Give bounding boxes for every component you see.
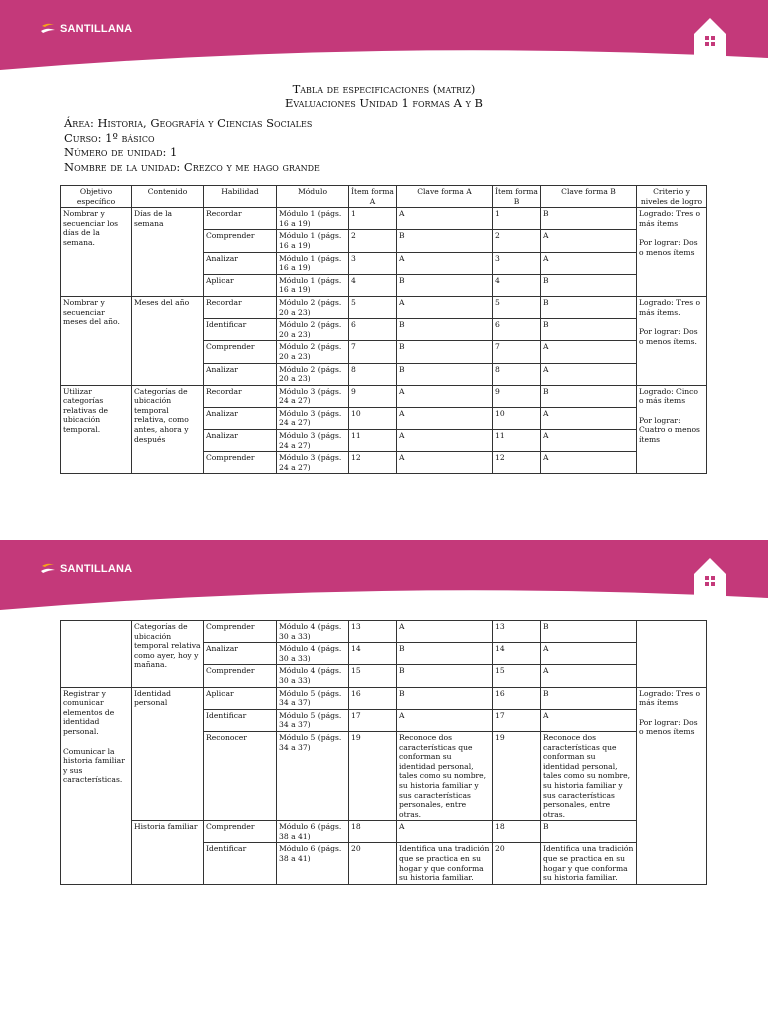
clave-a-cell: B	[397, 687, 493, 709]
document-page-2	[0, 540, 768, 1024]
item-b-cell: 13	[493, 621, 541, 643]
clave-b-cell: A	[541, 452, 637, 474]
curso-value: 1º básico	[101, 130, 155, 145]
item-a-cell: 19	[349, 731, 397, 820]
item-b-cell: 19	[493, 731, 541, 820]
modulo-cell: Módulo 1 (págs. 16 a 19)	[277, 252, 349, 274]
clave-a-cell: Reconoce dos características que conforman su identidad personal, tales como su nombre, su historia familiar y sus características personales, entre otras.	[397, 731, 493, 820]
numero-label: Número de unidad:	[64, 145, 167, 159]
modulo-cell: Módulo 3 (págs. 24 a 27)	[277, 452, 349, 474]
page-gap	[0, 515, 768, 540]
item-a-cell: 17	[349, 709, 397, 731]
clave-b-cell: A	[541, 363, 637, 385]
clave-a-cell: Identifica una tradición que se practica en su hogar y que conforma su historia familiar.	[397, 843, 493, 884]
criterio-line: Logrado: Cinco o más ítems	[639, 386, 698, 406]
habilidad-cell: Identificar	[204, 843, 277, 884]
item-a-cell: 8	[349, 363, 397, 385]
meta-nombre	[64, 160, 320, 175]
table-row	[61, 208, 707, 230]
habilidad-cell: Recordar	[204, 296, 277, 318]
modulo-cell: Módulo 3 (págs. 24 a 27)	[277, 385, 349, 407]
column-header: Módulo	[277, 186, 349, 208]
item-b-cell: 16	[493, 687, 541, 709]
criterio-line: Por lograr: Dos o menos ítems	[639, 717, 698, 737]
item-b-cell: 9	[493, 385, 541, 407]
title-line-2: Evaluaciones Unidad 1 formas A y B	[284, 96, 484, 110]
clave-a-cell: A	[397, 252, 493, 274]
modulo-cell: Módulo 6 (págs. 38 a 41)	[277, 843, 349, 884]
modulo-cell: Módulo 3 (págs. 24 a 27)	[277, 407, 349, 429]
criterio-line: Por lograr: Cuatro o menos ítems	[639, 415, 700, 445]
clave-b-cell: A	[541, 709, 637, 731]
habilidad-cell: Comprender	[204, 621, 277, 643]
clave-a-cell: A	[397, 621, 493, 643]
modulo-cell: Módulo 2 (págs. 20 a 23)	[277, 319, 349, 341]
habilidad-cell: Comprender	[204, 665, 277, 687]
modulo-cell: Módulo 5 (págs. 34 a 37)	[277, 709, 349, 731]
clave-b-cell: Identifica una tradición que se practica en su hogar y que conforma su historia familiar.	[541, 843, 637, 884]
habilidad-cell: Analizar	[204, 363, 277, 385]
habilidad-cell: Reconocer	[204, 731, 277, 820]
habilidad-cell: Recordar	[204, 208, 277, 230]
clave-b-cell: A	[541, 407, 637, 429]
brand-name: SANTILLANA	[60, 23, 133, 35]
item-a-cell: 12	[349, 452, 397, 474]
meta-area	[64, 116, 320, 131]
nombre-label: Nombre de la unidad:	[64, 159, 181, 174]
criterio-cell	[637, 687, 707, 884]
curso-label: Curso:	[64, 130, 102, 145]
clave-b-cell: A	[541, 341, 637, 363]
table-row	[61, 821, 707, 843]
modulo-cell: Módulo 2 (págs. 20 a 23)	[277, 363, 349, 385]
modulo-cell: Módulo 2 (págs. 20 a 23)	[277, 296, 349, 318]
title-line-1: Tabla de especificaciones (matriz)	[292, 82, 476, 96]
clave-b-cell: A	[541, 643, 637, 665]
item-a-cell: 2	[349, 230, 397, 252]
objetivo-line: Registrar y comunicar elementos de identidad personal.	[63, 688, 115, 736]
clave-b-cell: A	[541, 252, 637, 274]
clave-b-cell: A	[541, 430, 637, 452]
column-header: Ítem forma A	[349, 186, 397, 208]
clave-a-cell: B	[397, 363, 493, 385]
clave-a-cell: B	[397, 341, 493, 363]
habilidad-cell: Comprender	[204, 341, 277, 363]
table-row	[61, 296, 707, 318]
clave-b-cell: B	[541, 821, 637, 843]
item-b-cell: 12	[493, 452, 541, 474]
item-a-cell: 7	[349, 341, 397, 363]
clave-a-cell: A	[397, 430, 493, 452]
clave-a-cell: B	[397, 319, 493, 341]
table-row	[61, 621, 707, 643]
clave-a-cell: A	[397, 385, 493, 407]
item-a-cell: 20	[349, 843, 397, 884]
criterio-cell	[637, 296, 707, 385]
modulo-cell: Módulo 5 (págs. 34 a 37)	[277, 687, 349, 709]
clave-a-cell: A	[397, 709, 493, 731]
contenido-cell: Meses del año	[132, 296, 204, 385]
document-meta	[64, 116, 320, 174]
item-b-cell: 10	[493, 407, 541, 429]
house-icon	[690, 554, 730, 598]
modulo-cell: Módulo 5 (págs. 34 a 37)	[277, 731, 349, 820]
meta-curso	[64, 131, 320, 146]
clave-b-cell: B	[541, 274, 637, 296]
item-b-cell: 17	[493, 709, 541, 731]
criterio-line: Logrado: Tres o más ítems.	[639, 297, 701, 317]
contenido-cell: Categorías de ubicación temporal relativa, como antes, ahora y después	[132, 385, 204, 474]
column-header: Ítem forma B	[493, 186, 541, 208]
table-row	[61, 687, 707, 709]
item-b-cell: 7	[493, 341, 541, 363]
clave-b-cell: B	[541, 385, 637, 407]
column-header: Clave forma B	[541, 186, 637, 208]
document-title	[0, 82, 768, 110]
habilidad-cell: Comprender	[204, 821, 277, 843]
santillana-logo-icon	[40, 22, 56, 36]
item-a-cell: 15	[349, 665, 397, 687]
modulo-cell: Módulo 1 (págs. 16 a 19)	[277, 230, 349, 252]
table-row	[61, 385, 707, 407]
item-b-cell: 15	[493, 665, 541, 687]
habilidad-cell: Identificar	[204, 709, 277, 731]
criterio-line: Logrado: Tres o más ítems	[639, 688, 701, 708]
item-b-cell: 6	[493, 319, 541, 341]
item-a-cell: 14	[349, 643, 397, 665]
column-header: Habilidad	[204, 186, 277, 208]
nombre-value: Crezco y me hago grande	[180, 159, 320, 174]
clave-b-cell: B	[541, 319, 637, 341]
item-b-cell: 11	[493, 430, 541, 452]
modulo-cell: Módulo 1 (págs. 16 a 19)	[277, 208, 349, 230]
criterio-line: Por lograr: Dos o menos ítems.	[639, 327, 698, 346]
item-a-cell: 11	[349, 430, 397, 452]
objetivo-line: Comunicar la historia familiar y sus características.	[63, 746, 125, 785]
habilidad-cell: Comprender	[204, 452, 277, 474]
item-a-cell: 9	[349, 385, 397, 407]
contenido-cell: Días de la semana	[132, 208, 204, 297]
column-header: Criterio y niveles de logro	[637, 186, 707, 208]
criterio-cell	[637, 621, 707, 688]
criterio-cell	[637, 208, 707, 297]
area-label: Área:	[64, 116, 94, 130]
objetivo-cell: Nombrar y secuenciar meses del año.	[61, 296, 132, 385]
objetivo-cell: Utilizar categorías relativas de ubicación temporal.	[61, 385, 132, 474]
item-b-cell: 14	[493, 643, 541, 665]
modulo-cell: Módulo 3 (págs. 24 a 27)	[277, 430, 349, 452]
clave-a-cell: A	[397, 452, 493, 474]
modulo-cell: Módulo 2 (págs. 20 a 23)	[277, 341, 349, 363]
item-b-cell: 5	[493, 296, 541, 318]
habilidad-cell: Analizar	[204, 407, 277, 429]
modulo-cell: Módulo 4 (págs. 30 a 33)	[277, 643, 349, 665]
criterio-line: Logrado: Tres o más ítems	[639, 209, 701, 228]
clave-b-cell: B	[541, 621, 637, 643]
objetivo-cell: Nombrar y secuenciar los días de la semana.	[61, 208, 132, 297]
item-b-cell: 2	[493, 230, 541, 252]
habilidad-cell: Analizar	[204, 643, 277, 665]
habilidad-cell: Identificar	[204, 319, 277, 341]
clave-a-cell: A	[397, 407, 493, 429]
clave-b-cell: B	[541, 208, 637, 230]
item-b-cell: 1	[493, 208, 541, 230]
specifications-table-page-1	[60, 185, 707, 474]
item-b-cell: 4	[493, 274, 541, 296]
clave-b-cell: Reconoce dos características que conforman su identidad personal, tales como su nombre, su historia familiar y sus características personales, entre otras.	[541, 731, 637, 820]
clave-a-cell: A	[397, 821, 493, 843]
habilidad-cell: Aplicar	[204, 687, 277, 709]
clave-b-cell: A	[541, 665, 637, 687]
brand-name: SANTILLANA	[60, 563, 133, 575]
item-a-cell: 5	[349, 296, 397, 318]
clave-b-cell: B	[541, 296, 637, 318]
modulo-cell: Módulo 1 (págs. 16 a 19)	[277, 274, 349, 296]
habilidad-cell: Analizar	[204, 252, 277, 274]
numero-value: 1	[166, 145, 178, 159]
contenido-cell: Historia familiar	[132, 821, 204, 885]
habilidad-cell: Analizar	[204, 430, 277, 452]
contenido-cell: Identidad personal	[132, 687, 204, 821]
objetivo-cell	[61, 621, 132, 688]
santillana-logo	[40, 562, 132, 576]
area-value: Historia, Geografía y Ciencias Sociales	[93, 116, 313, 130]
contenido-cell: Categorías de ubicación temporal relativa como ayer, hoy y mañana.	[132, 621, 204, 688]
santillana-logo	[40, 22, 132, 36]
specifications-table-page-2	[60, 620, 707, 885]
objetivo-cell	[61, 687, 132, 884]
item-b-cell: 8	[493, 363, 541, 385]
clave-a-cell: B	[397, 665, 493, 687]
item-a-cell: 1	[349, 208, 397, 230]
clave-a-cell: A	[397, 208, 493, 230]
santillana-logo-icon	[40, 562, 56, 576]
clave-a-cell: B	[397, 230, 493, 252]
clave-b-cell: B	[541, 687, 637, 709]
clave-a-cell: B	[397, 274, 493, 296]
item-a-cell: 6	[349, 319, 397, 341]
house-icon	[690, 14, 730, 58]
column-header: Contenido	[132, 186, 204, 208]
habilidad-cell: Aplicar	[204, 274, 277, 296]
modulo-cell: Módulo 4 (págs. 30 a 33)	[277, 665, 349, 687]
item-a-cell: 4	[349, 274, 397, 296]
table-header-row	[61, 186, 707, 208]
criterio-cell	[637, 385, 707, 474]
clave-a-cell: A	[397, 296, 493, 318]
habilidad-cell: Recordar	[204, 385, 277, 407]
item-b-cell: 3	[493, 252, 541, 274]
clave-a-cell: B	[397, 643, 493, 665]
item-a-cell: 3	[349, 252, 397, 274]
column-header: Objetivo específico	[61, 186, 132, 208]
column-header: Clave forma A	[397, 186, 493, 208]
modulo-cell: Módulo 6 (págs. 38 a 41)	[277, 821, 349, 843]
modulo-cell: Módulo 4 (págs. 30 a 33)	[277, 621, 349, 643]
item-b-cell: 20	[493, 843, 541, 884]
clave-b-cell: A	[541, 230, 637, 252]
habilidad-cell: Comprender	[204, 230, 277, 252]
item-a-cell: 13	[349, 621, 397, 643]
item-b-cell: 18	[493, 821, 541, 843]
meta-numero	[64, 145, 320, 160]
item-a-cell: 18	[349, 821, 397, 843]
item-a-cell: 16	[349, 687, 397, 709]
criterio-line: Por lograr: Dos o menos ítems	[639, 238, 698, 257]
item-a-cell: 10	[349, 407, 397, 429]
